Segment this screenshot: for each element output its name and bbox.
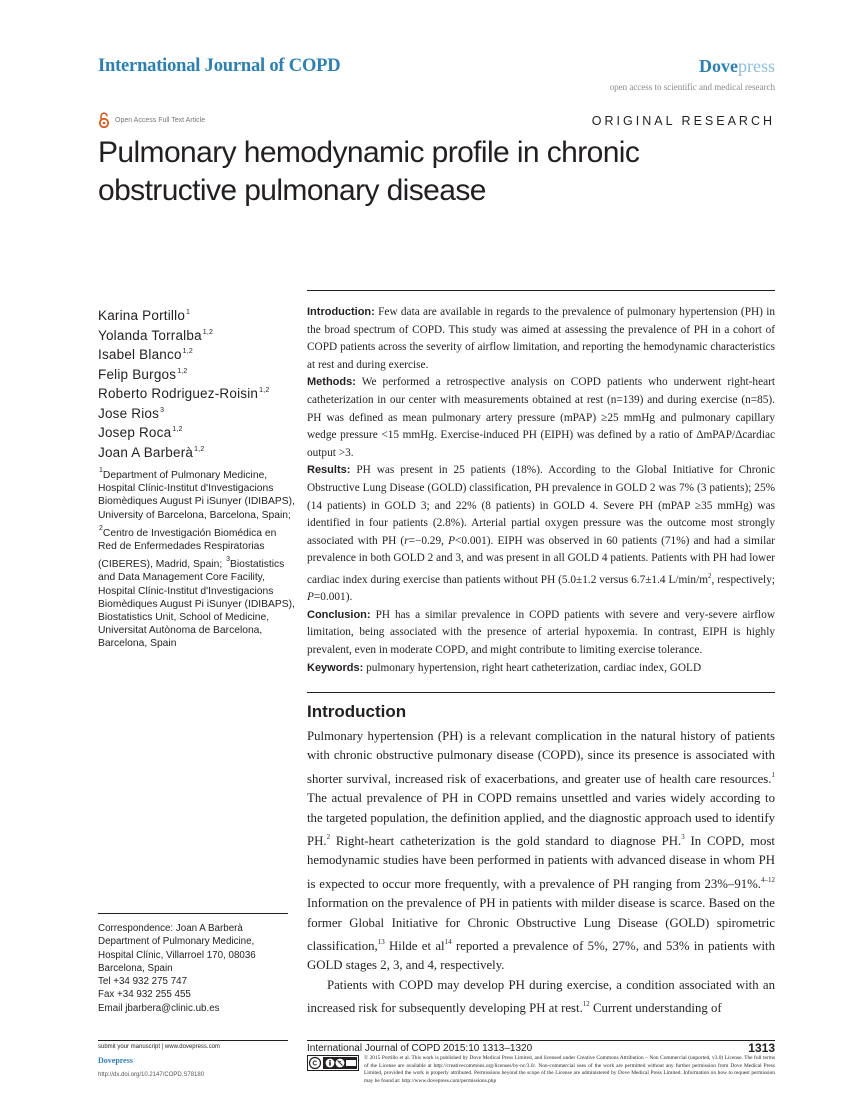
article-title: Pulmonary hemodynamic profile in chronic obstructive pulmonary disease [98, 136, 640, 207]
affiliation-mark: 3 [226, 556, 230, 564]
paragraph-text: reported a prevalence of 5%, 27%, and 53% in patients with GOLD stages 2, 3, and 4, respectively. [307, 939, 776, 973]
author-item [98, 420, 298, 440]
author-list [98, 303, 298, 459]
paragraph-text: Information on the prevalence of PH in patients with milder disease is scarce. Based on the former Global Initiative for Chronic Obstructive Lung Disease (GOLD) spirometric classification, [307, 896, 775, 954]
correspondence-line: Tel +34 932 275 747 [98, 976, 188, 988]
superscript: 2 [708, 571, 712, 580]
author-affiliation-mark: 1,2 [177, 367, 188, 375]
author-item [98, 323, 298, 343]
correspondence-line: Fax +34 932 255 455 [98, 989, 191, 1001]
stat-symbol: P [448, 534, 455, 547]
abstract-text: pulmonary hypertension, right heart catheterization, cardiac index, GOLD [366, 661, 702, 674]
author-item [98, 362, 298, 382]
author-affiliation-mark: 1,2 [172, 426, 183, 433]
correspondence-line: Barcelona, Spain [98, 962, 173, 974]
abstract-text: =0.001). [313, 591, 353, 604]
abstract-text: PH has a similar prevalence in COPD patients with severe and very-severe airflow limitation, being associated with the presence of arterial hypoxemia. In contrast, EIPH is highly prevalent, even in moderate COPD, and might contribute to limiting exercise tolerance. [307, 608, 776, 657]
paragraph-text: Pulmonary hypertension (PH) is a relevant complication in the natural history of patients with chronic obstructive pulmonary disease (COPD), since its presence is associated with shorter survival, increased risk of exacerbations, and greater use of health care resources. [307, 729, 775, 786]
author-affiliation-mark: 3 [160, 406, 165, 414]
author-item [98, 401, 298, 421]
citation-ref[interactable]: 4–12 [761, 875, 775, 884]
correspondence-email[interactable]: Email jbarbera@clinic.ub.es [98, 1002, 220, 1014]
author-name: Isabel Blanco [98, 347, 182, 362]
footer-divider-left [98, 1040, 288, 1041]
author-affiliation-mark: 1,2 [259, 387, 270, 394]
abstract-top-divider [307, 290, 775, 291]
publisher-logo [699, 56, 775, 77]
submit-manuscript-link[interactable]: submit your manuscript | www.dovepress.com [98, 1044, 220, 1050]
affiliation-mark: 2 [99, 524, 103, 532]
correspondence-line: Correspondence: Joan A Barberà [98, 923, 243, 934]
author-name: Josep Roca [98, 425, 172, 440]
citation-ref[interactable]: 2 [326, 833, 331, 842]
correspondence-divider [98, 913, 288, 914]
author-name: Joan A Barberà [98, 444, 194, 460]
abstract-label: Introduction: [307, 306, 375, 318]
correspondence [98, 922, 298, 1015]
correspondence-line: Department of Pulmonary Medicine, [98, 936, 255, 948]
affiliation-1: Department of Pulmonary Medicine, Hospital Clínic-Institut d'Investigacions Biomèdiques August Pi iSunyer (IDIBAPS), University of Barcelona, Barcelona, Spain; [98, 470, 295, 521]
paragraph-text: In COPD, most hemodynamic studies have been performed in patients with advanced disease in whom PH is expected to occur more frequently, with a prevalence of PH ranging from 23%–91%. [307, 834, 775, 891]
affiliation-mark: 1 [99, 467, 103, 474]
author-item [98, 303, 298, 323]
author-affiliation-mark: 1,2 [194, 445, 205, 453]
author-item [98, 440, 298, 460]
paragraph-text: The actual prevalence of PH in COPD remains unsettled and varies widely according to the targeted population, the definition applied, and the diagnostic approach used to identify PH. [307, 791, 775, 849]
abstract-text: Few data are available in regards to the prevalence of pulmonary hypertension (PH) in the broad spectrum of COPD. This study was aimed at assessing the prevalence of PH in a cohort of COPD patients across the severity of airflow limitation, and reporting the hemodynamic characteristics at rest and during exercise. [307, 306, 775, 371]
article-type: ORIGINAL RESEARCH [591, 114, 775, 128]
abstract-label: Conclusion: [307, 608, 371, 621]
abstract-text: PH was present in 25 patients (18%). According to the Global Initiative for Chronic Obstructive Lung Disease (GOLD) classification, PH prevalence in GOLD 2 was 7% (3 patients); 25% (14 patients) in GOLD 3; and 22% (8 patients) in GOLD 4. Severe PH (mPAP ≥35 mmHg) was identified in four patients (2.8%). Arterial partial oxygen pressure was the outcome most strongly associated with PH ( [307, 464, 775, 547]
citation-ref[interactable]: 3 [681, 833, 685, 842]
publisher-logo-main: Dove [699, 56, 738, 76]
author-name: Karina Portillo [98, 308, 186, 323]
journal-citation: International Journal of COPD 2015:10 1313–1320 [307, 1043, 533, 1054]
abstract-keywords [307, 660, 775, 678]
abstract-text: =−0.29, [408, 534, 449, 547]
introduction-body [307, 727, 775, 1019]
author-affiliation-mark: 1,2 [202, 328, 214, 336]
correspondence-line: Hospital Clínic, Villarroel 170, 08036 [98, 949, 256, 961]
author-affiliation-mark: 1,2 [182, 348, 193, 355]
author-item [98, 342, 298, 362]
section-heading-introduction: Introduction [307, 702, 407, 721]
publisher-tagline: open access to scientific and medical research [609, 82, 775, 92]
author-name: Felip Burgos [98, 366, 177, 382]
page-number: 1313 [748, 1041, 775, 1055]
open-access-label: Open Access Full Text Article [115, 116, 206, 124]
affiliations [98, 464, 298, 651]
open-access-badge [98, 112, 205, 128]
author-name: Jose Rios [98, 405, 160, 421]
license-block [307, 1055, 775, 1085]
affiliation-3: Biostatistics and Data Management Core Facility, Hospital Clínic-Institut d'Investigacions Biomèdiques August Pi iSunyer (IDIBAPS), Biostatistics Unit, School of Medicine, Universitat Autònoma de Barcelona, Barcelona, Spain [98, 559, 295, 650]
author-name: Roberto Rodriguez-Roisin [98, 386, 259, 401]
abstract [307, 304, 775, 677]
open-access-icon [98, 112, 110, 128]
abstract-methods [307, 374, 775, 462]
paragraph [307, 976, 775, 1019]
abstract-label: Results: [307, 464, 351, 477]
doi-link[interactable]: http://dx.doi.org/10.2147/COPD.S78180 [98, 1072, 205, 1078]
stat-symbol: P [307, 591, 314, 604]
abstract-text: <0.001). EIPH was observed in 60 patients (71%) and had a similar prevalence in both GOLD 2 and 3, and was present in all GOLD 4 patients. Patients with PH had lower cardiac index during exercise than patients without PH (5.0±1.2 versus 6.7±1.4 L/min/m [307, 534, 776, 586]
publisher-logo-suffix: press [738, 56, 775, 76]
license-text: © 2015 Portillo et al. This work is published by Dove Medical Press Limited, and licensed under Creative Commons Attribution – Non Commercial (unported, v3.0) License. The full terms of the License are available at http://creativecommons.org/licenses/by-nc/3.0/. Non-commercial uses of the work are permitted without any further permission from Dove Medical Press Limited, provided the work is properly attributed. Permissions beyond the scope of the License are administered by Dove Medical Press Limited. Information on how to request permission may be found at: http://www.dovepress.com/permissions.php [364, 1055, 775, 1084]
paragraph-text: Right-heart catheterization is the gold standard to diagnose PH. [330, 834, 682, 849]
footer-publisher-logo: Dovepress [98, 1056, 133, 1065]
footer-divider-right [307, 1040, 775, 1041]
paragraph-text: Hilde et al [384, 939, 445, 954]
creative-commons-icon[interactable] [307, 1055, 359, 1071]
paragraph-text: Patients with COPD may develop PH during exercise, a condition associated with an increased risk for subsequently developing PH at rest. [307, 977, 775, 1016]
abstract-introduction [307, 304, 775, 374]
author-affiliation-mark: 1 [186, 309, 191, 316]
abstract-label: Keywords: [307, 661, 364, 674]
abstract-text: , respectively; [711, 573, 775, 586]
affiliation-2: Centro de Investigación Biomédica en Red de Enfermedades Respiratorias (CIBERES), Madrid, Spain; [98, 527, 277, 571]
journal-name: International Journal of COPD [98, 56, 341, 76]
citation-ref[interactable]: 14 [444, 938, 452, 947]
author-name: Yolanda Torralba [98, 327, 202, 343]
abstract-results [307, 462, 775, 607]
abstract-conclusion [307, 607, 775, 660]
abstract-label: Methods: [307, 376, 356, 389]
citation-ref[interactable]: 12 [582, 1000, 590, 1009]
author-item [98, 381, 298, 401]
citation-ref[interactable]: 13 [377, 938, 385, 947]
paragraph [307, 727, 775, 976]
paragraph-text: Current understanding of [589, 1001, 722, 1016]
citation-ref[interactable]: 1 [771, 770, 775, 779]
stat-symbol: r [404, 534, 409, 547]
abstract-bottom-divider [307, 692, 775, 693]
abstract-text: We performed a retrospective analysis on COPD patients who underwent right-heart catheterization in our center with measurements obtained at rest (n=139) and during exercise (n=85). PH was defined as mean pulmonary artery pressure (mPAP) ≥25 mmHg and pulmonary capillary wedge pressure <15 mmHg. Exercise-induced PH (EIPH) was defined by a ratio of ΔmPAP/Δcardiac output >3. [307, 376, 776, 459]
